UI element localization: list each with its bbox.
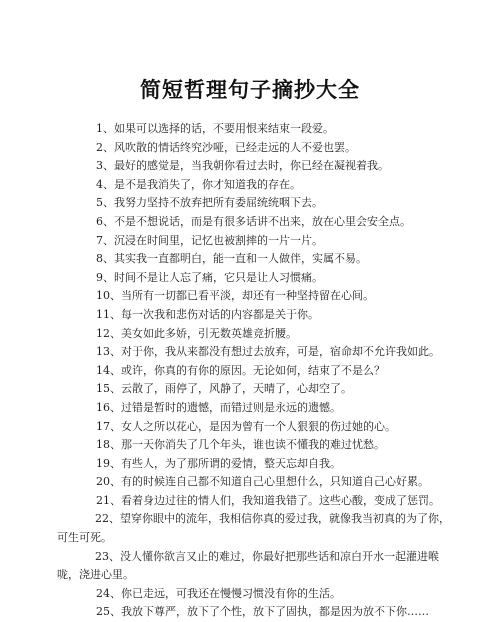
- list-item: 24、你已走远，可我还在慢慢习惯没有你的生活。: [96, 586, 341, 600]
- list-item: 9、时间不是让人忘了痛，它只是让人习惯痛。: [96, 270, 323, 284]
- list-item: 17、女人之所以花心，是因为曾有一个人狠狠的伤过她的心。: [96, 419, 396, 433]
- list-item: 10、当所有一切都已看平淡，却还有一种坚持留在心间。: [96, 289, 374, 303]
- list-item: 25、我放下尊严，放下了个性，放下了固执，都是因为放不下你……: [96, 605, 429, 619]
- list-item: 8、其实我一直都明白，能一直和一人做伴，实属不易。: [96, 252, 367, 266]
- list-item: 7、沉浸在时间里，记忆也被割摔的一片一片。: [96, 233, 323, 247]
- list-item: 19、有些人，为了那所谓的爱情，整天忘却自我。: [96, 456, 341, 470]
- list-item: 14、或许，你真的有你的原因。无论如何，结束了不是么？: [96, 363, 385, 377]
- list-item: 5、我努力坚持不放弃把所有委屈统统咽下去。: [96, 196, 323, 210]
- list-item: 1、如果可以选择的话，不要用恨来结束一段爱。: [96, 122, 334, 135]
- list-item: 15、云散了，雨停了，风静了，天晴了，心却空了。: [96, 382, 352, 396]
- list-item: 18、那一天你消失了几个年头，谁也读不懂我的难过忧愁。: [96, 438, 385, 452]
- list-item: 23、没人懂你欲言又止的难过，你最好把那些话和凉白开水一起灌进喉咙，浇进心里。: [57, 549, 439, 582]
- list-item: 22、望穿你眼中的流年，我相信你真的爱过我，就像我当初真的为了你，可生可死。: [57, 512, 450, 545]
- list-item: 13、对于你，我从来都没有想过去放弃，可是，宿命却不允许我如此。: [96, 345, 440, 359]
- list-item: 6、不是不想说话，而是有很多话讲不出来，放在心里会安全点。: [96, 214, 411, 228]
- list-item: 4、是不是我消失了，你才知道我的存在。: [96, 177, 301, 191]
- list-item: 21、看着身边过往的情人们，我知道我错了。这些心酸，变成了惩罚。: [96, 493, 440, 507]
- list-item: 11、每一次我和悲伤对话的内容都是关于你。: [96, 307, 319, 321]
- list-item: 3、最好的感觉是，当我朝你看过去时，你已经在凝视着我。: [96, 159, 389, 173]
- list-item: 12、美女如此多娇，引无数英雄竞折腰。: [96, 326, 297, 340]
- quote-list: [58, 120, 450, 622]
- list-item: 20、有的时候连自己都不知道自己心里想什么，只知道自己心好累。: [96, 475, 429, 489]
- list-item: 2、风吹散的情话终究沙哑，已经走远的人不爱也罢。: [96, 140, 356, 154]
- page-title: 简短哲理句子摘抄大全: [140, 78, 360, 102]
- list-item: 16、过错是暂时的遗憾，而错过则是永远的遗憾。: [96, 400, 341, 414]
